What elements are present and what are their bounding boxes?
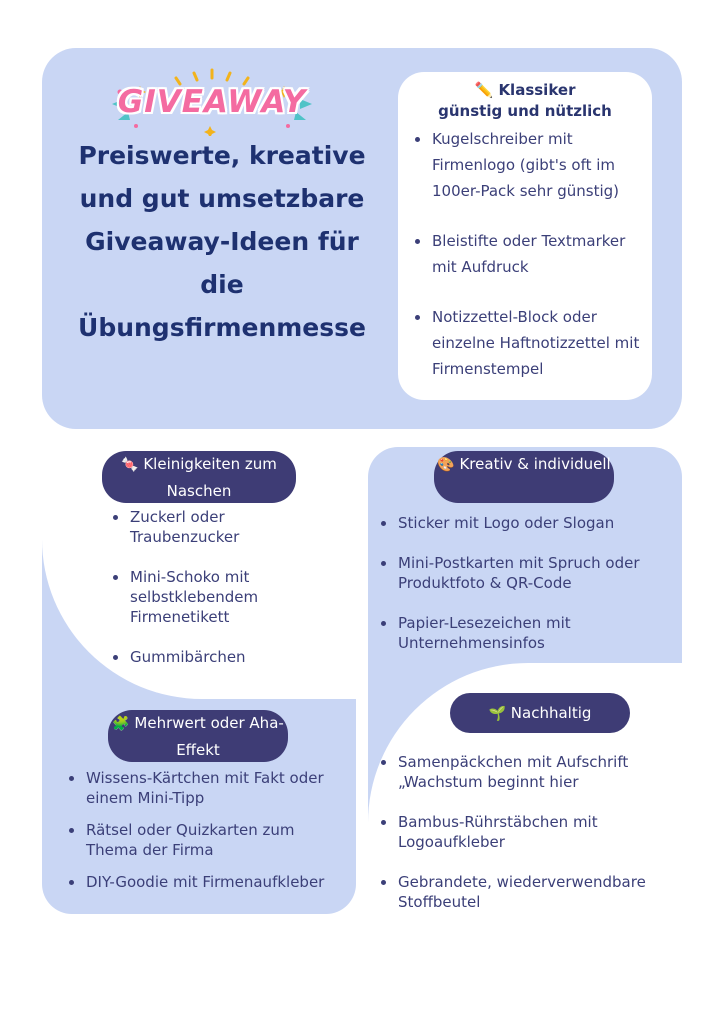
creative-heading-pill — [434, 451, 614, 503]
classic-list — [410, 126, 646, 382]
sustain-list — [376, 752, 676, 912]
list-item: Samenpäckchen mit Aufschrift „Wachstum beginnt hier — [376, 752, 676, 792]
page-title: Preiswerte, kreative und gut umsetzbare Giveaway-Ideen für die Übungsfirmenmesse — [78, 141, 366, 342]
list-item: Bleistifte oder Textmarker mit Aufdruck — [410, 228, 646, 280]
sustain-title: Nachhaltig — [510, 704, 592, 722]
list-item: Mini-Schoko mit selbstklebendem Firmenetikett — [108, 567, 338, 627]
classic-title: Klassiker — [498, 81, 576, 99]
creative-list — [376, 513, 676, 653]
list-item: Gummibärchen — [108, 647, 338, 667]
seedling-icon: 🌱 — [488, 706, 507, 722]
candy-icon: 🍬 — [121, 457, 139, 473]
creative-title: Kreativ & individuell — [459, 455, 611, 473]
list-item: Zuckerl oder Traubenzucker — [108, 507, 338, 547]
classic-heading — [398, 80, 652, 122]
sweets-heading-pill — [102, 451, 296, 503]
list-item: Bambus-Rührstäbchen mit Logoaufkleber — [376, 812, 676, 852]
list-item: Gebrandete, wiederverwendbare Stoffbeutel — [376, 872, 676, 912]
classic-card — [398, 72, 652, 400]
list-item: DIY-Goodie mit Firmenaufkleber — [64, 872, 344, 892]
list-item: Wissens-Kärtchen mit Fakt oder einem Mini-Tipp — [64, 768, 344, 808]
palette-icon: 🎨 — [437, 457, 455, 473]
list-item: Rätsel oder Quizkarten zum Thema der Firma — [64, 820, 344, 860]
list-item: Papier-Lesezeichen mit Unternehmensinfos — [376, 613, 676, 653]
sustain-heading-pill — [450, 693, 630, 733]
giveaway-logo — [110, 66, 314, 136]
sweets-title: Kleinigkeiten zum Naschen — [143, 455, 277, 500]
classic-subtitle: günstig und nützlich — [438, 102, 612, 120]
giveaway-logo-text: GIVEAWAY — [117, 84, 307, 120]
list-item: Notizzettel-Block oder einzelne Haftnotizzettel mit Firmenstempel — [410, 304, 646, 382]
value-list — [64, 768, 344, 892]
value-title: Mehrwert oder Aha-Effekt — [134, 714, 284, 759]
puzzle-icon: 🧩 — [112, 716, 130, 732]
list-item: Kugelschreiber mit Firmenlogo (gibt's oft im 100er-Pack sehr günstig) — [410, 126, 646, 204]
list-item: Mini-Postkarten mit Spruch oder Produktfoto & QR-Code — [376, 553, 676, 593]
sweets-list — [108, 507, 338, 667]
pencil-icon: ✏️ — [474, 81, 494, 99]
list-item: Sticker mit Logo oder Slogan — [376, 513, 676, 533]
value-heading-pill — [108, 710, 288, 762]
